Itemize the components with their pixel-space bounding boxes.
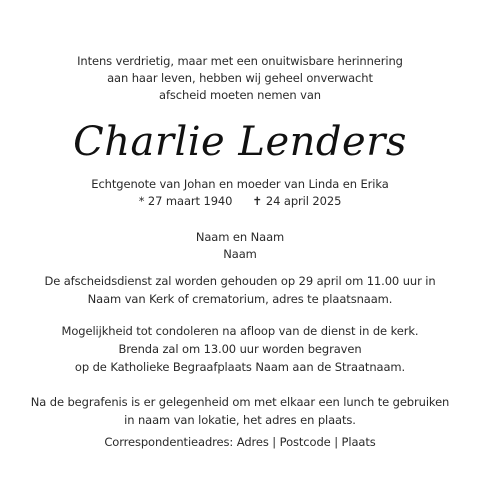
lunch-line-2: in naam van lokatie, het adres en plaats. [124, 413, 356, 427]
condolence-line-2: Brenda zal om 13.00 uur worden begraven [118, 342, 362, 356]
condolence-line-1: Mogelijkheid tot condoleren na afloop van de dienst in de kerk. [61, 324, 419, 338]
deceased-name: Charlie Lenders [73, 119, 407, 165]
birth-date: * 27 maart 1940 [138, 194, 233, 208]
correspondence-line: Correspondentieadres: Adres | Postcode | Plaats [104, 435, 376, 449]
intro-line-3: afscheid moeten nemen van [159, 88, 321, 102]
service-line-1: De afscheidsdienst zal worden gehouden op 29 april om 11.00 uur in [44, 274, 436, 288]
intro-line-2: aan haar leven, hebben wij geheel onverwacht [107, 71, 373, 85]
signer-line-1: Naam en Naam [195, 230, 285, 244]
dates-line [0, 194, 480, 208]
relation-line: Echtgenote van Johan en moeder van Linda en Erika [91, 177, 389, 191]
condolence-line-3: op de Katholieke Begraafplaats Naam aan de Straatnaam. [74, 360, 406, 374]
service-line-2: Naam van Kerk of crematorium, adres te plaatsnaam. [87, 292, 393, 306]
signer-line-2: Naam [223, 247, 257, 261]
cross-icon: ✝ [252, 194, 262, 208]
lunch-line-1: Na de begrafenis is er gelegenheid om met elkaar een lunch te gebruiken [30, 395, 450, 409]
intro-line-1: Intens verdrietig, maar met een onuitwisbare herinnering [77, 54, 403, 68]
death-date: 24 april 2025 [265, 194, 342, 208]
